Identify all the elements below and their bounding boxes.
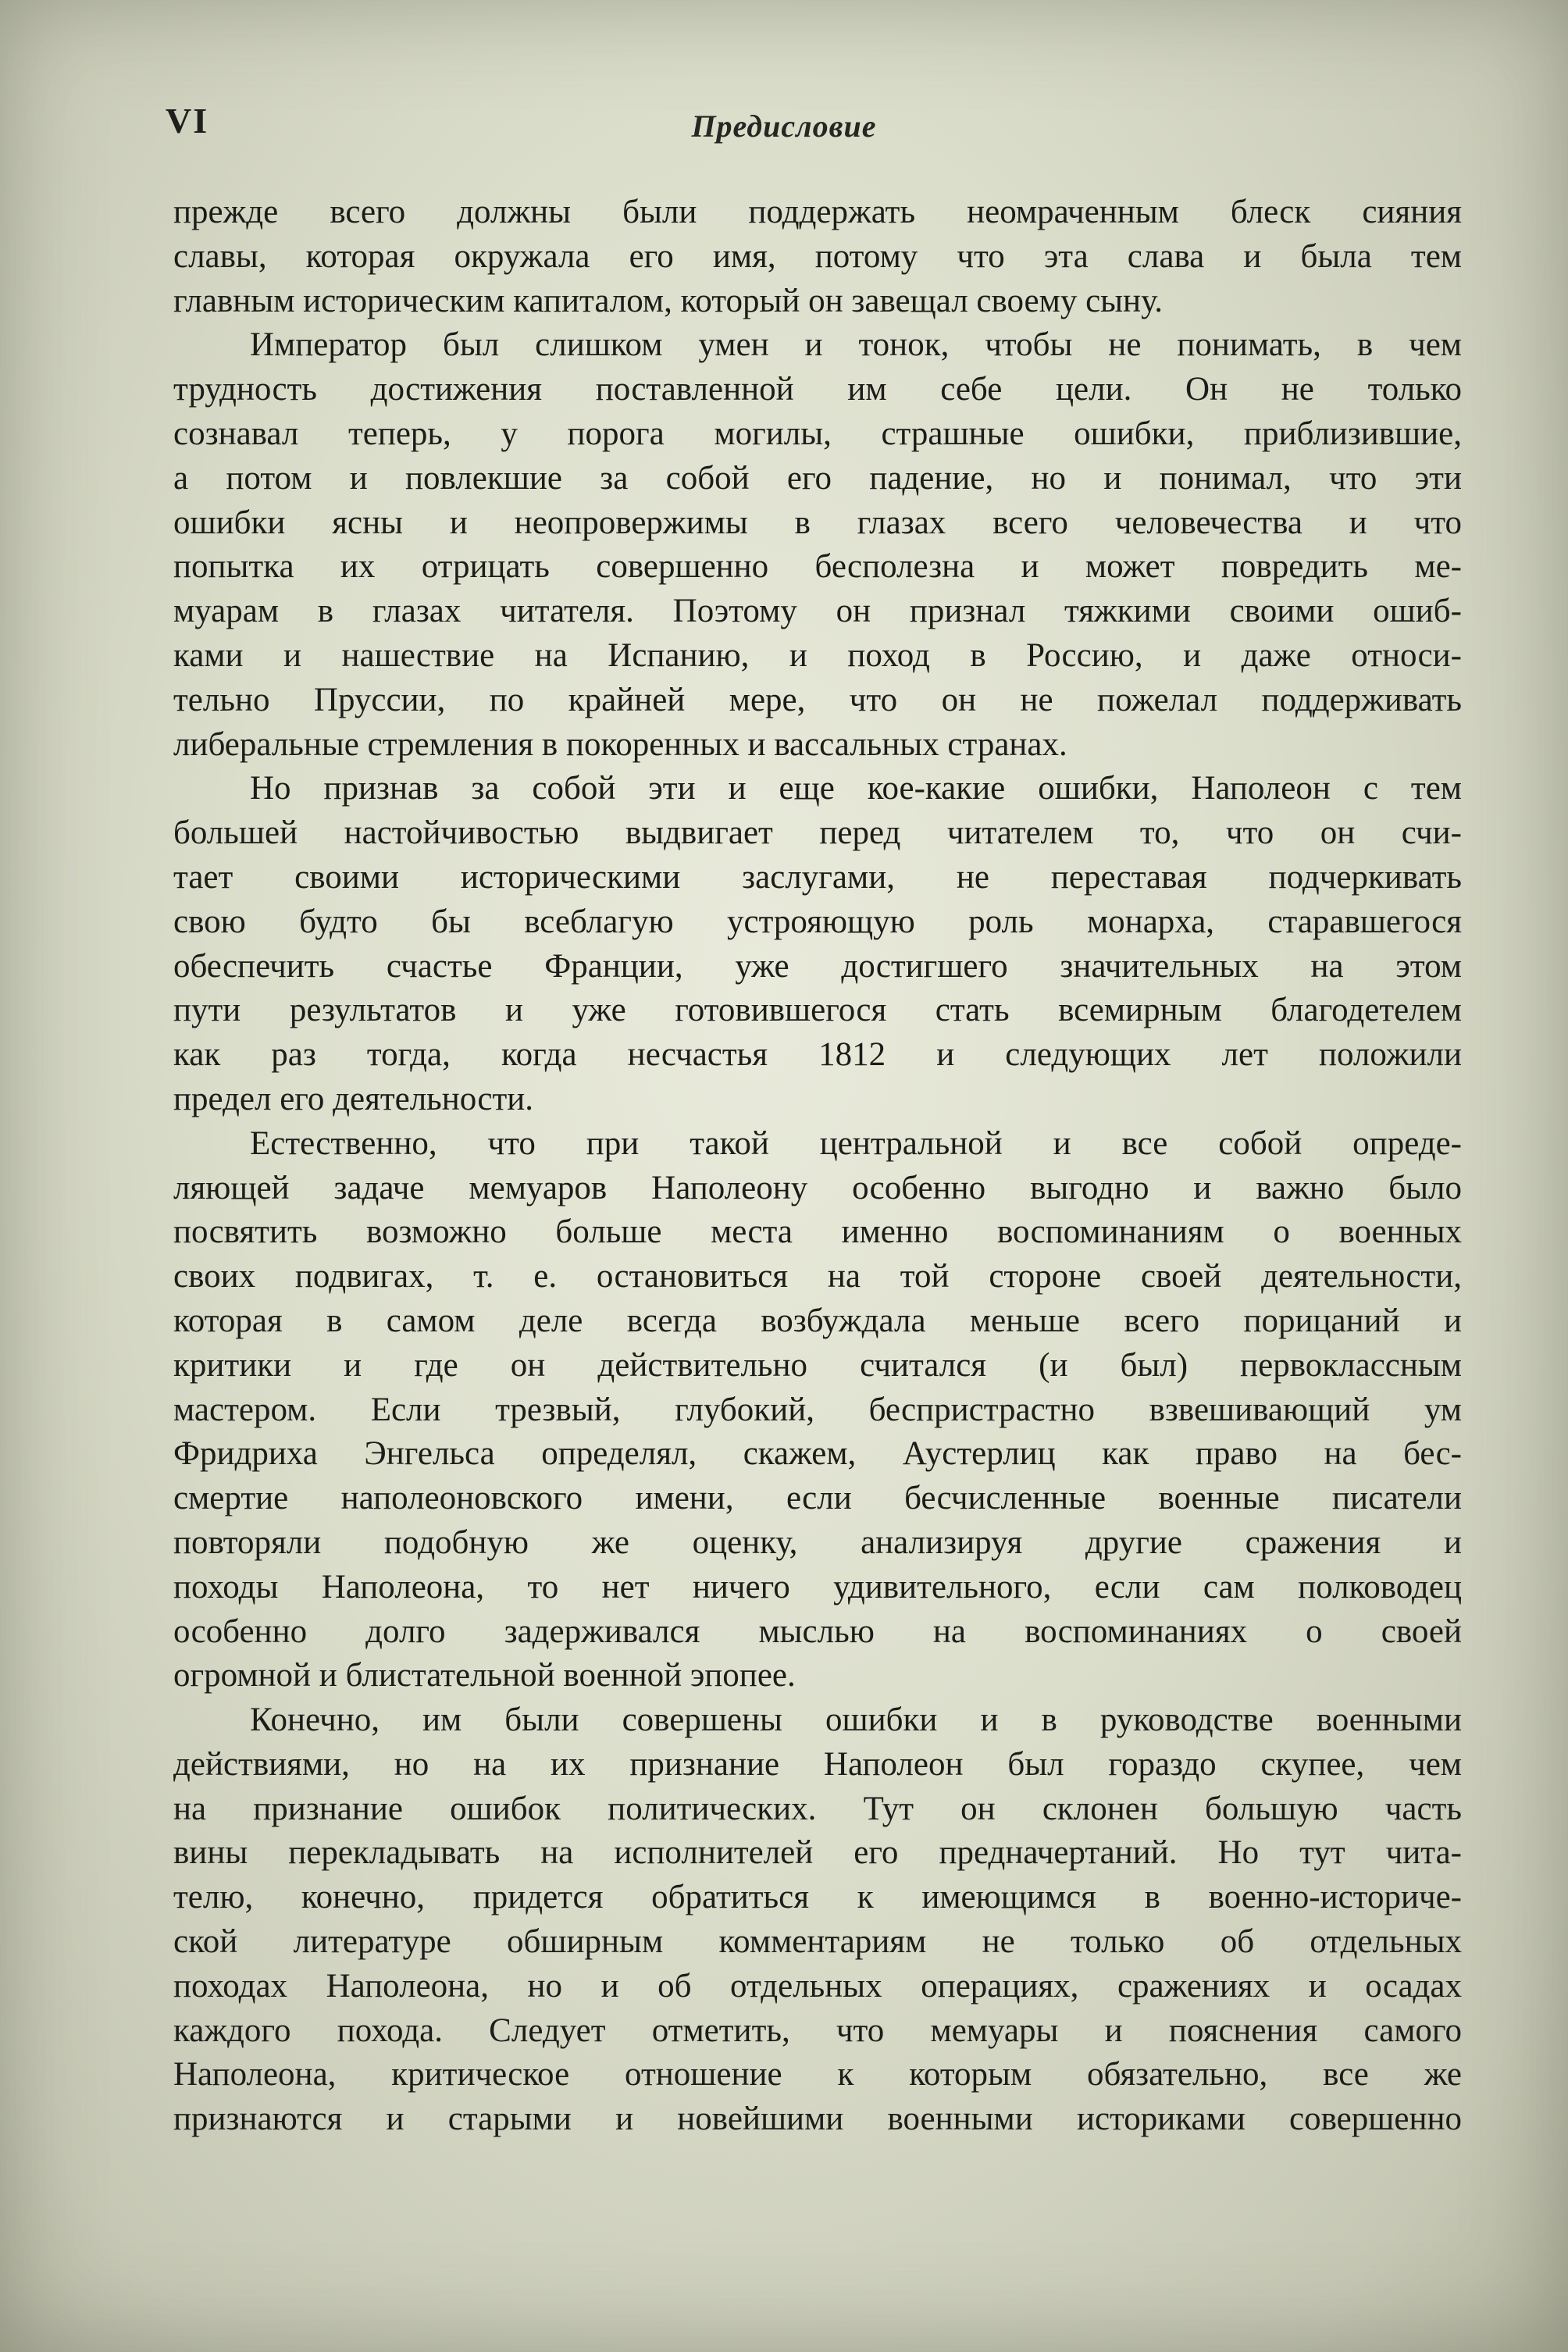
text-line: телю, конечно, придется обратиться к имеющимся в военно-историче- bbox=[173, 1879, 1462, 1916]
text-line: пути результатов и уже готовившегося стать всемирным благодетелем bbox=[173, 992, 1462, 1029]
text-line: тельно Пруссии, по крайней мере, что он не пожелал поддерживать bbox=[173, 681, 1462, 718]
text-line: свою будто бы всеблагую устрояющую роль монарха, старавшегося bbox=[173, 903, 1462, 940]
text-line: обеспечить счастье Франции, уже достигшего значительных на этом bbox=[173, 947, 1462, 985]
text-line: попытка их отрицать совершенно бесполезна и может повредить ме- bbox=[173, 548, 1462, 586]
page-number: VI bbox=[166, 101, 209, 141]
text-line: походах Наполеона, но и об отдельных операциях, сражениях и осадах bbox=[173, 1967, 1462, 2005]
text-line: Естественно, что при такой центральной и все собой опреде- bbox=[250, 1124, 1462, 1162]
text-line: главным историческим капиталом, который он завещал своему сыну. bbox=[173, 282, 1164, 319]
text-line: признаются и старыми и новейшими военными историками совершенно bbox=[173, 2101, 1462, 2138]
text-line: ляющей задаче мемуаров Наполеону особенно выгодно и важно было bbox=[173, 1169, 1462, 1206]
text-line: посвятить возможно больше места именно воспоминаниям о военных bbox=[173, 1213, 1462, 1251]
text-line: муарам в глазах читателя. Поэтому он признал тяжкими своими ошиб- bbox=[173, 593, 1462, 630]
text-line: Но признав за собой эти и еще кое-какие ошибки, Наполеон с тем bbox=[250, 770, 1462, 807]
text-line: действиями, но на их признание Наполеон был гораздо скупее, чем bbox=[173, 1745, 1462, 1783]
body-text bbox=[173, 191, 1462, 2142]
text-line: на признание ошибок политических. Тут он склонен большую часть bbox=[173, 1790, 1462, 1827]
text-line: большей настойчивостью выдвигает перед читателем то, что он счи- bbox=[173, 814, 1462, 852]
running-title: Предисловие bbox=[691, 109, 877, 144]
text-line: Император был слишком умен и тонок, чтобы не понимать, в чем bbox=[250, 326, 1462, 364]
text-line: повторяли подобную же оценку, анализируя другие сражения и bbox=[173, 1523, 1462, 1561]
text-line: прежде всего должны были поддержать неомраченным блеск сияния bbox=[173, 194, 1462, 230]
text-line: славы, которая окружала его имя, потому что эта слава и была тем bbox=[173, 237, 1462, 275]
text-line: каждого похода. Следует отметить, что мемуары и пояснения самого bbox=[173, 2012, 1462, 2049]
text-line: как раз тогда, когда несчастья 1812 и следующих лет положили bbox=[173, 1036, 1462, 1074]
text-line: огромной и блистательной военной эпопее. bbox=[173, 1657, 796, 1695]
text-line: Фридриха Энгельса определял, скажем, Аустерлиц как право на бес- bbox=[173, 1435, 1462, 1473]
text-line: Наполеона, критическое отношение к которым обязательно, все же bbox=[173, 2056, 1462, 2094]
text-line: ошибки ясны и неопровержимы в глазах всего человечества и что bbox=[173, 504, 1462, 541]
text-line: либеральные стремления в покоренных и вассальных странах. bbox=[173, 725, 1067, 763]
text-line: трудность достижения поставленной им себе цели. Он не только bbox=[173, 371, 1462, 408]
text-line: тает своими историческими заслугами, не переставая подчеркивать bbox=[173, 858, 1462, 896]
text-line: предел его деятельности. bbox=[173, 1080, 534, 1117]
text-line: вины перекладывать на исполнителей его предначертаний. Но тут чита- bbox=[173, 1834, 1462, 1872]
text-line: Конечно, им были совершены ошибки и в руководстве военными bbox=[250, 1702, 1462, 1739]
text-line: критики и где он действительно считался (и был) первоклассным bbox=[173, 1346, 1462, 1384]
text-line: ской литературе обширным комментариям не только об отдельных bbox=[173, 1923, 1462, 1961]
text-line: смертие наполеоновского имени, если бесчисленные военные писатели bbox=[173, 1480, 1462, 1517]
text-line: походы Наполеона, то нет ничего удивительного, если сам полководец bbox=[173, 1568, 1462, 1605]
text-line: сознавал теперь, у порога могилы, страшные ошибки, приблизившие, bbox=[173, 415, 1462, 452]
text-line: которая в самом деле всегда возбуждала меньше всего порицаний и bbox=[173, 1302, 1462, 1339]
text-line: своих подвигах, т. е. остановиться на той стороне своей деятельности, bbox=[173, 1258, 1462, 1295]
text-line: особенно долго задерживался мыслью на воспоминаниях о своей bbox=[173, 1613, 1462, 1650]
text-line: а потом и повлекшие за собой его падение, но и понимал, что эти bbox=[173, 459, 1462, 497]
text-line: ками и нашествие на Испанию, и поход в Россию, и даже относи- bbox=[173, 636, 1462, 674]
text-line: мастером. Если трезвый, глубокий, беспристрастно взвешивающий ум bbox=[173, 1391, 1462, 1428]
